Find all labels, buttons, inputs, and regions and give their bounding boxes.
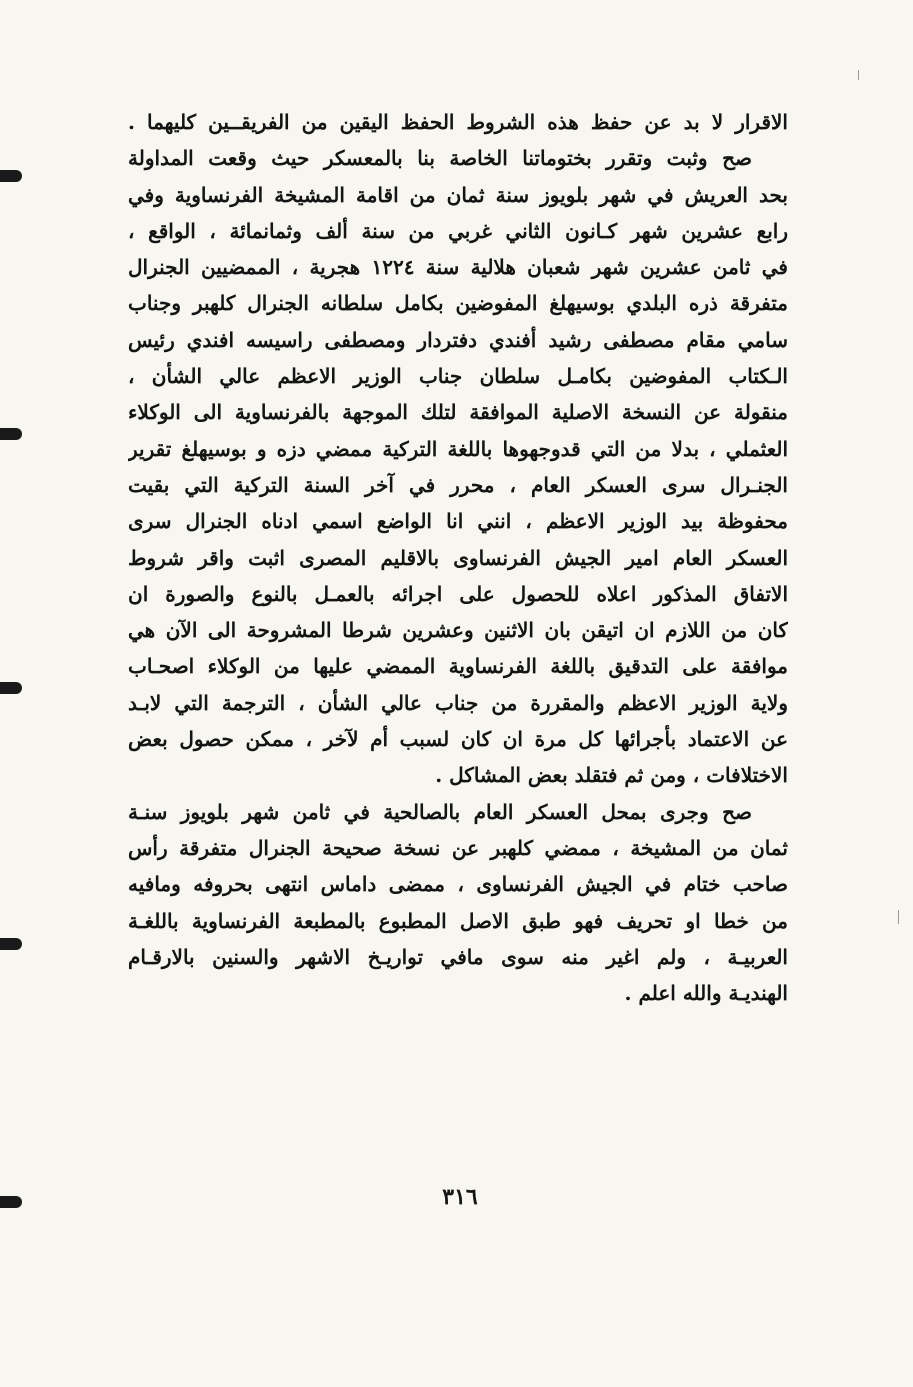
- text-line: سامي مقام مصطفى رشيد أفندي دفتردار ومصطفى راسيسه افندي رئيس: [128, 327, 788, 352]
- text-line: كان من اللازم ان اتيقن بان الاثنين وعشرين شرطا المشروحة الى الآن هي: [128, 618, 788, 643]
- text-line: العسكر العام امير الجيش الفرنساوى بالاقليم المصرى اثبت واقر شروط: [128, 545, 788, 570]
- text-line: عن الاعتماد بأجرائها كل مرة ان كان لسبب أم لآخر ، ممكن حصول بعض: [128, 727, 788, 752]
- text-line: الهنديـة والله اعلم .: [624, 981, 788, 1006]
- text-line: موافقة على التدقيق باللغة الفرنساوية الممضي عليها من الوكلاء اصحـاب: [128, 654, 788, 679]
- binding-mark: [0, 170, 22, 182]
- text-line: ثمان من المشيخة ، ممضي كلهبر عن نسخة صحيحة الجنرال متفرقة رأس: [128, 835, 788, 860]
- text-line: في ثامن عشرين شهر شعبان هلالية سنة ١٢٢٤ هجرية ، الممضيين الجنرال: [128, 255, 788, 280]
- text-line: بحد العريش في شهر بلويوز سنة ثمان من اقامة المشيخة الفرنساوية وفي: [128, 182, 788, 207]
- text-line: من خطا او تحريف فهو طبق الاصل المطبوع بالمطبعة الفرنساوية باللغـة: [128, 908, 788, 933]
- text-line: صح وجرى بمحل العسكر العام بالصالحية في ثامن شهر بلويوز سنـة: [128, 799, 752, 824]
- binding-mark: [0, 682, 22, 694]
- page-number: ٣١٦: [442, 1184, 478, 1210]
- text-line: صح وثبت وتقرر بختوماتنا الخاصة بنا بالمعسكر حيث وقعت المداولة: [128, 146, 752, 171]
- text-line: الاقرار لا بد عن حفظ هذه الشروط الحفظ اليقين من الفريقــين كليهما .: [128, 110, 788, 134]
- binding-mark: [0, 428, 22, 440]
- text-line: الجنـرال سرى العسكر العام ، محرر في آخر السنة التركية التي بقيت: [128, 472, 788, 497]
- text-line: الـكتاب المفوضين بكامـل سلطان جناب الوزير الاعظم عالي الشأن ،: [128, 364, 788, 389]
- text-line: العثملي ، بدلا من التي قدوجهوها باللغة التركية ممضي دزه و بوسيهلغ تقرير: [128, 436, 788, 461]
- body-text: [128, 104, 788, 1011]
- scan-artifact: [858, 70, 859, 80]
- text-line: رابع عشرين شهر كـانون الثاني غربي من سنة ألف وثمانمائة ، الواقع ،: [128, 218, 788, 243]
- text-line: ولاية الوزير الاعظم والمقررة من جناب عالي الشأن ، الترجمة التي لابـد: [128, 690, 788, 715]
- text-line: منقولة عن النسخة الاصلية الموافقة لتلك الموجهة بالفرنساوية الى الوكلاء: [128, 400, 788, 425]
- text-line: الاتفاق المذكور اعلاه للحصول على اجرائه بالعمـل بالنوع والصورة ان: [128, 581, 788, 606]
- scan-artifact: [898, 910, 899, 924]
- text-line: الاختلافات ، ومن ثم فتقلد بعض المشاكل .: [435, 763, 788, 788]
- text-line: العربيـة ، ولم اغير منه سوى مافي تواريـخ الاشهر والسنين بالارقـام: [128, 944, 788, 969]
- binding-mark: [0, 1196, 22, 1208]
- text-line: صاحب ختام في الجيش الفرنساوى ، ممضى داماس انتهى بحروفه ومافيه: [128, 872, 788, 897]
- text-line: متفرقة ذره البلدي بوسيهلغ المفوضين بكامل سلطانه الجنرال كلهبر وجناب: [128, 291, 788, 316]
- text-line: محفوظة بيد الوزير الاعظم ، انني انا الواضع اسمي ادناه الجنرال سرى: [128, 509, 788, 534]
- binding-mark: [0, 938, 22, 950]
